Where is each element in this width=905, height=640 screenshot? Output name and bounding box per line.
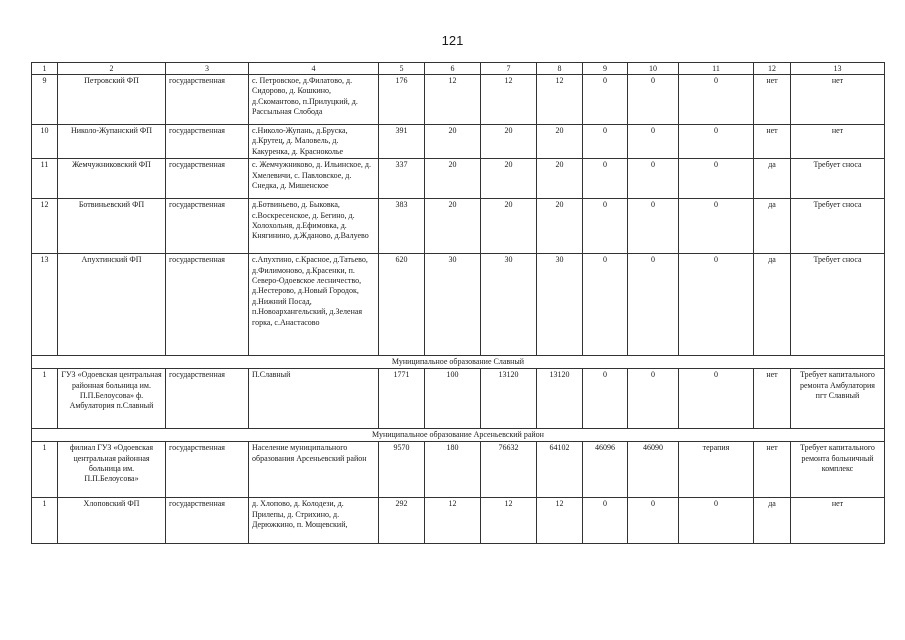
col-10: 0 [628, 369, 679, 429]
population: 391 [379, 125, 425, 159]
service-area: Население муниципального образования Арсеньевский район [249, 442, 379, 498]
col-7: 20 [481, 159, 537, 199]
col-11: терапия [679, 442, 754, 498]
table-row [32, 442, 885, 498]
col-7: 20 [481, 199, 537, 254]
service-area: с. Жемчужниково, д. Ильинское, д. Хмелевичи, с. Павловское, д. Снедка, д. Мишенское [249, 159, 379, 199]
page-number: 121 [441, 33, 464, 48]
col-10: 0 [628, 159, 679, 199]
condition-note: Требует сноса [791, 199, 885, 254]
col-11: 0 [679, 75, 754, 125]
ownership: государственная [166, 159, 249, 199]
column-header: 1 [32, 63, 58, 75]
col-11: 0 [679, 254, 754, 356]
col-9: 0 [583, 75, 628, 125]
col-8: 12 [537, 75, 583, 125]
col-7: 12 [481, 498, 537, 544]
facility-name: Николо-Жупанский ФП [58, 125, 166, 159]
table-row [32, 254, 885, 356]
row-number: 9 [32, 75, 58, 125]
col-9: 0 [583, 254, 628, 356]
table-row [32, 498, 885, 544]
col-9: 0 [583, 125, 628, 159]
column-header: 10 [628, 63, 679, 75]
facility-name: Ботвиньевский ФП [58, 199, 166, 254]
col-8: 13120 [537, 369, 583, 429]
col-7: 12 [481, 75, 537, 125]
col-7: 76632 [481, 442, 537, 498]
facility-name: Жемчужниковский ФП [58, 159, 166, 199]
col-9: 0 [583, 369, 628, 429]
section-row [32, 429, 885, 442]
population: 620 [379, 254, 425, 356]
col-11: 0 [679, 369, 754, 429]
col-12: нет [754, 369, 791, 429]
col-6: 12 [425, 75, 481, 125]
population: 176 [379, 75, 425, 125]
col-9: 0 [583, 159, 628, 199]
row-number: 11 [32, 159, 58, 199]
row-number: 12 [32, 199, 58, 254]
col-11: 0 [679, 498, 754, 544]
column-header: 2 [58, 63, 166, 75]
facility-name: Апухтинский ФП [58, 254, 166, 356]
col-6: 20 [425, 199, 481, 254]
ownership: государственная [166, 254, 249, 356]
table-row [32, 159, 885, 199]
col-9: 0 [583, 199, 628, 254]
population: 383 [379, 199, 425, 254]
facility-name: филиал ГУЗ «Одоевская центральная районная больница им. П.П.Белоусова» [58, 442, 166, 498]
table-row [32, 125, 885, 159]
col-8: 20 [537, 125, 583, 159]
col-11: 0 [679, 159, 754, 199]
column-header: 13 [791, 63, 885, 75]
col-7: 13120 [481, 369, 537, 429]
ownership: государственная [166, 369, 249, 429]
row-number: 1 [32, 369, 58, 429]
population: 337 [379, 159, 425, 199]
col-6: 30 [425, 254, 481, 356]
condition-note: нет [791, 75, 885, 125]
col-10: 46090 [628, 442, 679, 498]
col-6: 20 [425, 159, 481, 199]
col-8: 30 [537, 254, 583, 356]
col-11: 0 [679, 199, 754, 254]
section-row [32, 356, 885, 369]
col-10: 0 [628, 199, 679, 254]
col-12: нет [754, 125, 791, 159]
row-number: 13 [32, 254, 58, 356]
col-11: 0 [679, 125, 754, 159]
service-area: с.Апухтино, с.Красное, д.Татьево, д.Филимоново, д.Красенки, п. Северо-Одоевское лесничество, д.Нестерово, д.Новый Городок, д.Нижний Посад, п.Новоархангельский, д.Зеленая горка, с.Анастасово [249, 254, 379, 356]
col-12: да [754, 159, 791, 199]
service-area: П.Славный [249, 369, 379, 429]
section-title: Муниципальное образование Славный [32, 356, 885, 369]
ownership: государственная [166, 75, 249, 125]
col-10: 0 [628, 75, 679, 125]
column-header: 8 [537, 63, 583, 75]
table-row [32, 369, 885, 429]
population: 292 [379, 498, 425, 544]
service-area: с. Петровское, д.Филатово, д. Сидорово, д. Кошкино, д.Скомантово, п.Прилуцкий, д. Рассыльная Слобода [249, 75, 379, 125]
table-row [32, 75, 885, 125]
column-header: 4 [249, 63, 379, 75]
service-area: д. Хлопово, д. Колодези, д. Прилепы, д. Стрихино, д. Дерюжкино, п. Мощевский, [249, 498, 379, 544]
service-area: с.Николо-Жупань, д.Бруска, д.Крутец, д. Маловель, д. Какуренка, д. Красноколье [249, 125, 379, 159]
condition-note: Требует сноса [791, 254, 885, 356]
row-number: 10 [32, 125, 58, 159]
column-header: 5 [379, 63, 425, 75]
column-header: 9 [583, 63, 628, 75]
col-8: 20 [537, 199, 583, 254]
population: 1771 [379, 369, 425, 429]
table-row [32, 199, 885, 254]
column-header: 6 [425, 63, 481, 75]
condition-note: Требует сноса [791, 159, 885, 199]
col-7: 30 [481, 254, 537, 356]
col-6: 180 [425, 442, 481, 498]
col-8: 12 [537, 498, 583, 544]
col-10: 0 [628, 254, 679, 356]
col-12: да [754, 199, 791, 254]
col-12: нет [754, 75, 791, 125]
col-6: 20 [425, 125, 481, 159]
facility-table [31, 62, 885, 544]
population: 9570 [379, 442, 425, 498]
col-6: 100 [425, 369, 481, 429]
facility-name: Хлоповский ФП [58, 498, 166, 544]
service-area: д.Ботвиньево, д. Быковка, с.Воскресенское, д. Бегино, д. Холохольня, д.Ефимовка, д. Княгинино, д.Жданово, д.Валуево [249, 199, 379, 254]
section-title: Муниципальное образование Арсеньевский район [32, 429, 885, 442]
facility-name: Петровский ФП [58, 75, 166, 125]
column-header: 7 [481, 63, 537, 75]
ownership: государственная [166, 442, 249, 498]
condition-note: Требует капитального ремонта Амбулатория пгт Славный [791, 369, 885, 429]
col-9: 0 [583, 498, 628, 544]
col-8: 64102 [537, 442, 583, 498]
row-number: 1 [32, 498, 58, 544]
col-8: 20 [537, 159, 583, 199]
col-9: 46096 [583, 442, 628, 498]
ownership: государственная [166, 125, 249, 159]
condition-note: нет [791, 498, 885, 544]
col-10: 0 [628, 125, 679, 159]
ownership: государственная [166, 199, 249, 254]
column-header: 11 [679, 63, 754, 75]
column-header: 3 [166, 63, 249, 75]
col-7: 20 [481, 125, 537, 159]
condition-note: Требует капитального ремонта больничный комплекс [791, 442, 885, 498]
row-number: 1 [32, 442, 58, 498]
col-10: 0 [628, 498, 679, 544]
col-6: 12 [425, 498, 481, 544]
col-12: да [754, 254, 791, 356]
condition-note: нет [791, 125, 885, 159]
header-row [32, 63, 885, 75]
col-12: нет [754, 442, 791, 498]
column-header: 12 [754, 63, 791, 75]
facility-name: ГУЗ «Одоевская центральная районная больница им. П.П.Белоусова» ф. Амбулатория п.Славный [58, 369, 166, 429]
ownership: государственная [166, 498, 249, 544]
col-12: да [754, 498, 791, 544]
